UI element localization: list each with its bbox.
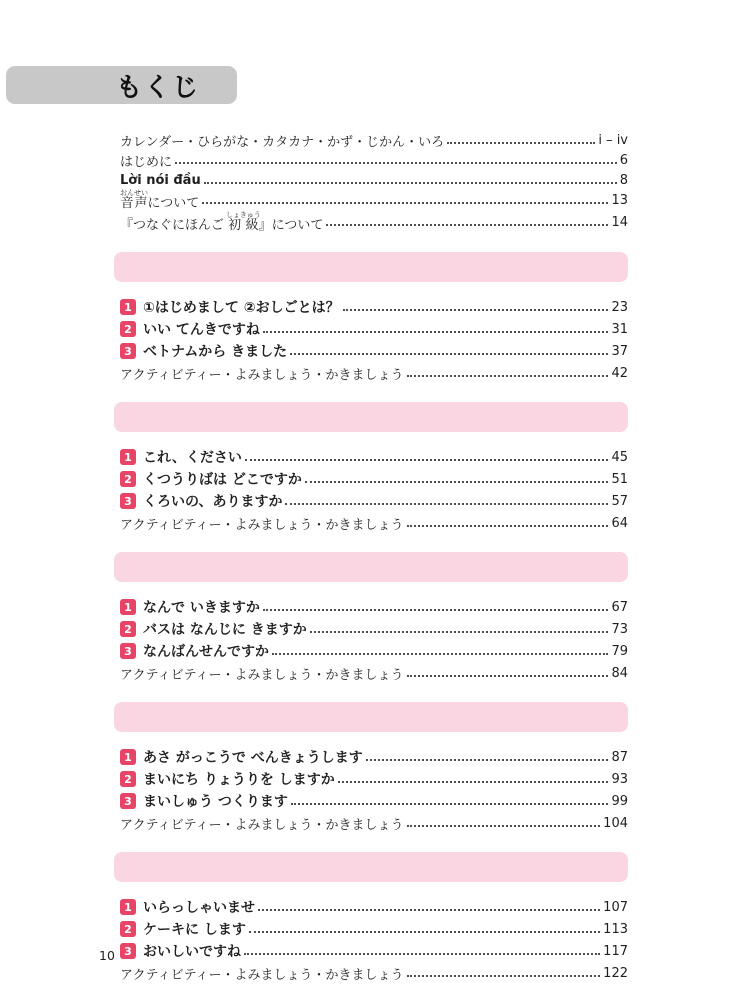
toc-entry-page: 31 bbox=[611, 321, 628, 337]
toc-entry-label: カレンダー・ひらがな・カタカナ・かず・じかん・いろ bbox=[120, 134, 445, 150]
lesson-title: いい てんきですね bbox=[143, 322, 260, 338]
dot-leader bbox=[310, 631, 609, 633]
lesson-number-badge: 2 bbox=[120, 921, 136, 937]
toc-entry-page: 79 bbox=[611, 643, 628, 659]
toc-entry-page: 117 bbox=[603, 943, 628, 959]
lesson-number-badge: 3 bbox=[120, 793, 136, 809]
page-number: 10 bbox=[99, 948, 115, 963]
toc-entry-page: 73 bbox=[611, 621, 628, 637]
toc-entry bbox=[120, 210, 628, 234]
lesson-number-badge: 2 bbox=[120, 621, 136, 637]
toc-entry bbox=[120, 340, 628, 362]
unit-section bbox=[120, 252, 628, 384]
toc-entry-page: 14 bbox=[611, 214, 628, 230]
lesson-number-badge: 3 bbox=[120, 493, 136, 509]
toc-entry bbox=[120, 130, 628, 150]
toc-entry bbox=[120, 468, 628, 490]
dot-leader bbox=[285, 503, 608, 505]
unit-banner bbox=[114, 402, 628, 432]
toc-entry bbox=[120, 918, 628, 940]
dot-leader bbox=[343, 309, 609, 311]
toc-entry-page: 104 bbox=[603, 815, 628, 831]
lesson-number-badge: 1 bbox=[120, 899, 136, 915]
unit-banner bbox=[114, 702, 628, 732]
lesson-title: なんで いきますか bbox=[143, 600, 260, 616]
lesson-title: ①はじめまして ②おしごとは？ bbox=[143, 300, 340, 316]
ruby-onsei: 音声おんせい bbox=[120, 189, 148, 211]
toc-entry-label: Lời nói đầu bbox=[120, 172, 201, 188]
dot-leader bbox=[407, 375, 609, 377]
dot-leader bbox=[447, 142, 595, 144]
dot-leader bbox=[326, 224, 608, 226]
dot-leader bbox=[245, 459, 609, 461]
page-title: もくじ bbox=[116, 72, 201, 103]
front-matter-list bbox=[120, 130, 628, 234]
unit-banner bbox=[114, 852, 628, 882]
dot-leader bbox=[338, 781, 609, 783]
lesson-title: まいにち りょうりを しますか bbox=[143, 772, 335, 788]
toc-entry-page: i – iv bbox=[598, 132, 628, 148]
unit-section bbox=[120, 702, 628, 834]
lesson-number-badge: 1 bbox=[120, 449, 136, 465]
lesson-number-badge: 2 bbox=[120, 471, 136, 487]
dot-leader bbox=[272, 653, 608, 655]
lesson-number-badge: 3 bbox=[120, 343, 136, 359]
toc-entry bbox=[120, 362, 628, 384]
dot-leader bbox=[244, 953, 600, 955]
toc-entry-label: 音声おんせいについて bbox=[120, 189, 200, 211]
toc-entry-page: 51 bbox=[611, 471, 628, 487]
toc-entry bbox=[120, 318, 628, 340]
toc-entry-page: 45 bbox=[611, 449, 628, 465]
dot-leader bbox=[290, 353, 608, 355]
lesson-number-badge: 1 bbox=[120, 299, 136, 315]
toc-entry-page: 8 bbox=[619, 172, 628, 188]
lesson-title: なんばんせんですか bbox=[143, 644, 269, 660]
activity-entry-label: アクティビティー・よみましょう・かきましょう bbox=[120, 367, 404, 383]
dot-leader bbox=[258, 909, 600, 911]
toc-entry-page: 113 bbox=[603, 921, 628, 937]
toc-entry bbox=[120, 662, 628, 684]
toc-entry bbox=[120, 446, 628, 468]
toc-entry bbox=[120, 962, 628, 984]
toc-entry-page: 37 bbox=[611, 343, 628, 359]
lesson-title: ベトナムから きました bbox=[143, 344, 288, 360]
toc-entry-page: 67 bbox=[611, 599, 628, 615]
toc-entry-page: 84 bbox=[611, 665, 628, 681]
activity-entry-label: アクティビティー・よみましょう・かきましょう bbox=[120, 817, 404, 833]
toc-entry-page: 13 bbox=[611, 192, 628, 208]
toc-entry bbox=[120, 596, 628, 618]
toc-entry-page: 99 bbox=[611, 793, 628, 809]
dot-leader bbox=[175, 162, 617, 164]
toc-entry-page: 107 bbox=[603, 899, 628, 915]
dot-leader bbox=[202, 202, 608, 204]
activity-entry-label: アクティビティー・よみましょう・かきましょう bbox=[120, 667, 404, 683]
lesson-number-badge: 1 bbox=[120, 749, 136, 765]
dot-leader bbox=[263, 609, 609, 611]
toc-entry bbox=[120, 640, 628, 662]
toc-entry bbox=[120, 940, 628, 962]
dot-leader bbox=[249, 931, 600, 933]
dot-leader bbox=[263, 331, 609, 333]
unit-banner bbox=[114, 552, 628, 582]
page-title-banner bbox=[6, 66, 237, 104]
lesson-title: おいしいですね bbox=[143, 944, 241, 960]
toc-entry bbox=[120, 790, 628, 812]
toc-entry-page: 93 bbox=[611, 771, 628, 787]
lesson-title: まいしゅう つくります bbox=[143, 794, 288, 810]
dot-leader bbox=[204, 182, 617, 184]
dot-leader bbox=[305, 481, 609, 483]
toc-entry-label: 『つなぐにほんご 初級しょきゅう』について bbox=[120, 211, 324, 233]
toc-entry-page: 122 bbox=[603, 965, 628, 981]
toc-entry-page: 42 bbox=[611, 365, 628, 381]
lesson-title: くつうりばは どこですか bbox=[143, 472, 302, 488]
toc-entry bbox=[120, 150, 628, 170]
toc-entry-page: 57 bbox=[611, 493, 628, 509]
activity-entry-label: アクティビティー・よみましょう・かきましょう bbox=[120, 517, 404, 533]
toc-entry-page: 64 bbox=[611, 515, 628, 531]
lesson-title: あさ がっこうで べんきょうします bbox=[143, 750, 363, 766]
unit-banner bbox=[114, 252, 628, 282]
unit-section bbox=[120, 552, 628, 684]
toc-entry bbox=[120, 896, 628, 918]
toc-entry bbox=[120, 768, 628, 790]
lesson-number-badge: 3 bbox=[120, 643, 136, 659]
toc-entry bbox=[120, 296, 628, 318]
toc-entry-page: 23 bbox=[611, 299, 628, 315]
toc-entry bbox=[120, 618, 628, 640]
dot-leader bbox=[291, 803, 609, 805]
toc-entry bbox=[120, 812, 628, 834]
toc-entry-page: 87 bbox=[611, 749, 628, 765]
lesson-number-badge: 3 bbox=[120, 943, 136, 959]
toc-entry bbox=[120, 190, 628, 210]
toc-entry bbox=[120, 170, 628, 190]
dot-leader bbox=[407, 525, 609, 527]
toc-entry bbox=[120, 490, 628, 512]
toc-entry-page: 6 bbox=[619, 152, 628, 168]
lesson-number-badge: 1 bbox=[120, 599, 136, 615]
lesson-number-badge: 2 bbox=[120, 771, 136, 787]
lesson-title: くろいの、ありますか bbox=[143, 494, 283, 510]
ruby-shokyuu: 初級しょきゅう bbox=[225, 211, 261, 233]
toc-entry bbox=[120, 746, 628, 768]
lesson-number-badge: 2 bbox=[120, 321, 136, 337]
lesson-title: いらっしゃいませ bbox=[143, 900, 255, 916]
dot-leader bbox=[407, 675, 609, 677]
unit-section bbox=[120, 402, 628, 534]
dot-leader bbox=[407, 975, 601, 977]
lesson-title: これ、ください bbox=[143, 450, 242, 466]
toc-entry-label: はじめに bbox=[120, 154, 173, 170]
lesson-title: ケーキに します bbox=[143, 922, 246, 938]
toc-entry bbox=[120, 512, 628, 534]
toc-content bbox=[120, 130, 628, 984]
unit-section bbox=[120, 852, 628, 984]
lesson-title: バスは なんじに きますか bbox=[143, 622, 307, 638]
activity-entry-label: アクティビティー・よみましょう・かきましょう bbox=[120, 967, 404, 983]
dot-leader bbox=[407, 825, 601, 827]
dot-leader bbox=[366, 759, 609, 761]
